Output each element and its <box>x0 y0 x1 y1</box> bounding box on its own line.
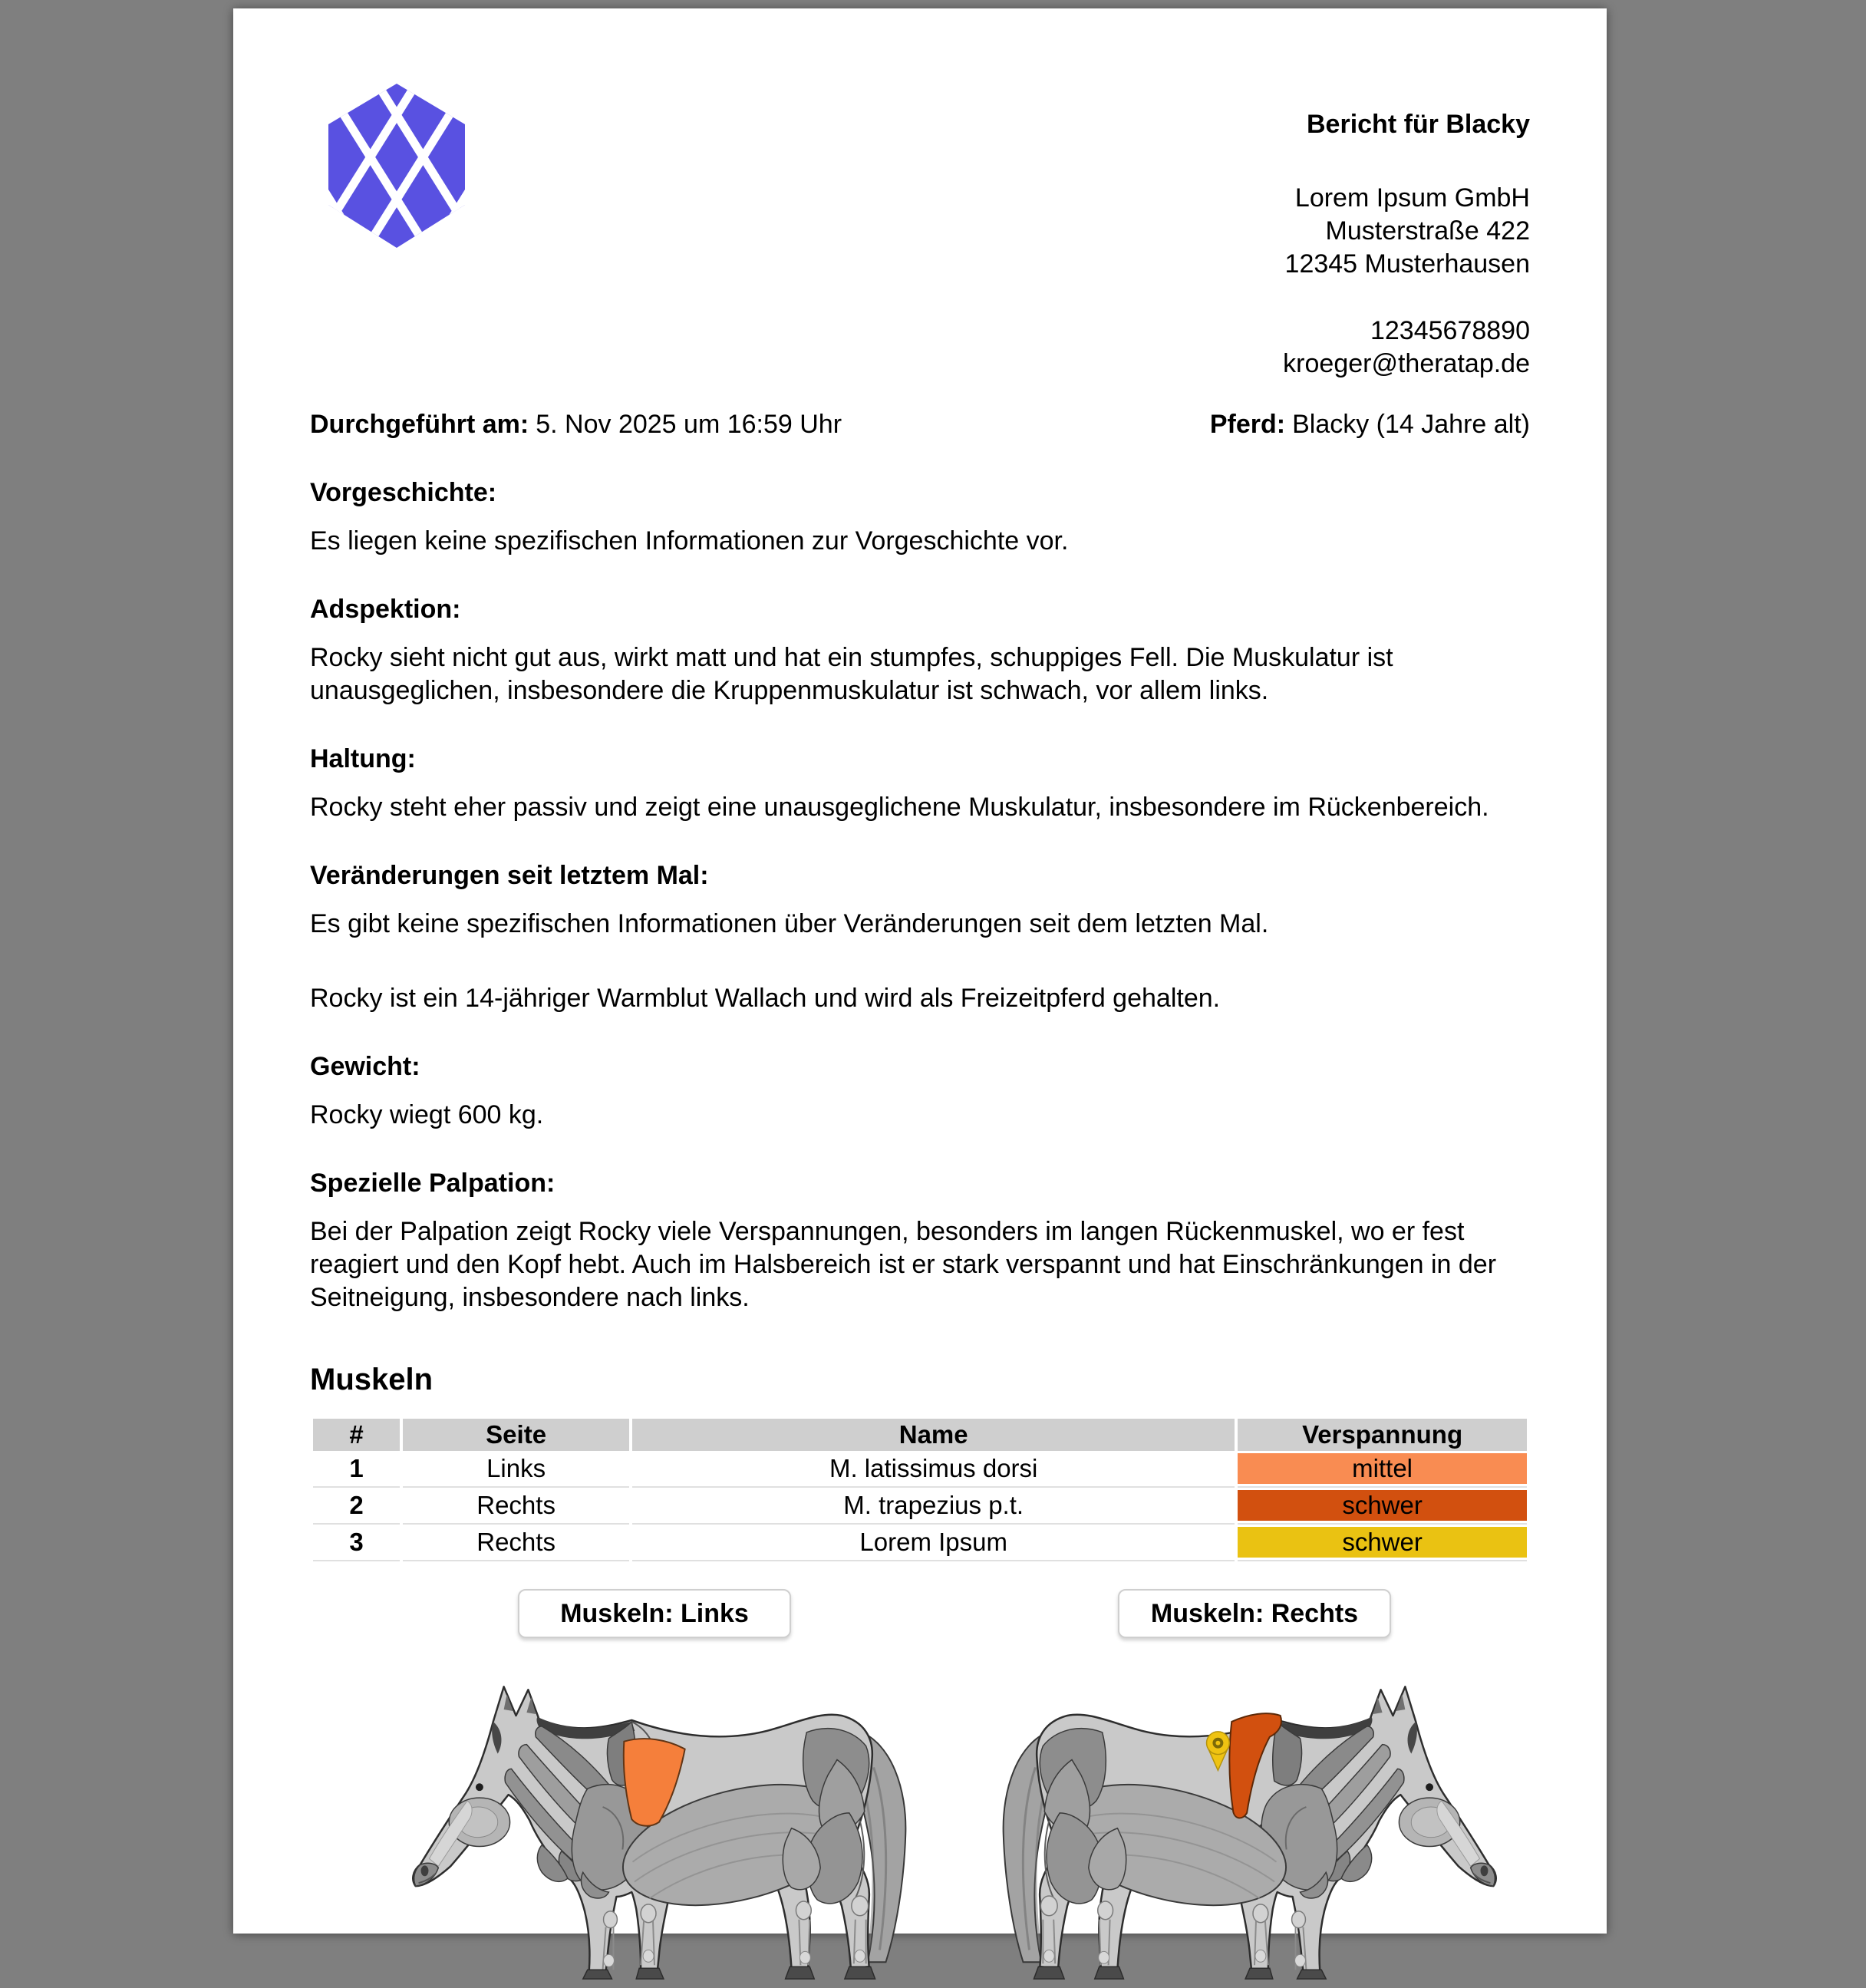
diagram-right <box>981 1589 1528 1982</box>
muscles-heading: Muskeln <box>310 1363 434 1396</box>
row-muscle-name: Lorem Ipsum <box>632 1525 1235 1561</box>
section-vorgeschichte <box>310 476 1530 558</box>
row-seite: Rechts <box>403 1488 629 1525</box>
section-gewicht <box>310 1050 1530 1132</box>
section-heading: Haltung: <box>310 744 416 773</box>
section-paragraph: Es liegen keine spezifischen Informationen zur Vorgeschichte vor. <box>310 526 1069 556</box>
horse-diagram-right <box>981 1629 1528 1982</box>
row-seite: Links <box>403 1451 629 1488</box>
tension-badge: schwer <box>1238 1527 1527 1558</box>
performed-at-value: 5. Nov 2025 um 16:59 Uhr <box>536 410 842 439</box>
performed-at-label: Durchgeführt am: <box>310 410 529 439</box>
report-page <box>233 8 1607 1934</box>
report-content <box>233 8 1607 1988</box>
section-paragraph: Rocky wiegt 600 kg. <box>310 1100 544 1129</box>
company-phone: 12345678890 <box>1370 316 1530 345</box>
row-number: 3 <box>313 1525 400 1561</box>
table-row <box>313 1451 1527 1488</box>
table-row <box>313 1525 1527 1561</box>
report-title: Bericht für Blacky <box>1307 110 1530 139</box>
muscle-table <box>310 1419 1530 1561</box>
letterhead <box>310 8 1530 396</box>
diagram-label-right: Muskeln: Rechts <box>1118 1589 1391 1638</box>
section-veraenderungen <box>310 859 1530 1015</box>
row-number: 2 <box>313 1488 400 1525</box>
section-paragraph: Rocky steht eher passiv und zeigt eine unausgeglichene Muskulatur, insbesondere im Rückenbereich. <box>310 793 1489 822</box>
tension-badge: schwer <box>1238 1490 1527 1521</box>
section-paragraph: Rocky sieht nicht gut aus, wirkt matt und hat ein stumpfes, schuppiges Fell. Die Muskulatur ist unausgeglichen, insbesondere die Kruppenmuskulatur ist schwach, vor allem links. <box>310 643 1393 705</box>
letterhead-text-block <box>1283 110 1530 381</box>
meta-row <box>310 408 1530 441</box>
horse-diagram-left <box>381 1629 928 1982</box>
section-heading: Veränderungen seit letztem Mal: <box>310 861 709 890</box>
muscle-table-header-row <box>313 1419 1527 1451</box>
company-logo-icon <box>325 82 468 249</box>
company-email: kroeger@theratap.de <box>1283 349 1530 378</box>
row-number: 1 <box>313 1451 400 1488</box>
company-city: 12345 Musterhausen <box>1284 249 1530 279</box>
company-street: Musterstraße 422 <box>1325 216 1530 246</box>
section-heading: Adspektion: <box>310 595 461 624</box>
column-header-seite: Seite <box>403 1419 629 1451</box>
section-heading: Vorgeschichte: <box>310 478 497 507</box>
horse-value: Blacky (14 Jahre alt) <box>1292 410 1530 439</box>
column-header-number: # <box>313 1419 400 1451</box>
column-header-name: Name <box>632 1419 1235 1451</box>
section-heading: Spezielle Palpation: <box>310 1169 556 1198</box>
company-name: Lorem Ipsum GmbH <box>1294 183 1530 213</box>
table-row <box>313 1488 1527 1525</box>
section-paragraph: Es gibt keine spezifischen Informationen über Veränderungen seit dem letzten Mal. <box>310 909 1269 938</box>
row-muscle-name: M. trapezius p.t. <box>632 1488 1235 1525</box>
row-seite: Rechts <box>403 1525 629 1561</box>
section-paragraph: Bei der Palpation zeigt Rocky viele Verspannungen, besonders im langen Rückenmuskel, wo er fest reagiert und den Kopf hebt. Auch im Halsbereich ist er stark verspannt und hat Einschränkungen in der Seitneigung, insbesondere nach links. <box>310 1217 1497 1312</box>
section-haltung <box>310 743 1530 824</box>
column-header-verspannung: Verspannung <box>1238 1419 1527 1451</box>
section-spezielle-palpation <box>310 1167 1530 1314</box>
diagram-left <box>381 1589 928 1982</box>
horse-label: Pferd: <box>1209 410 1286 439</box>
section-paragraph: Rocky ist ein 14-jähriger Warmblut Wallach und wird als Freizeitpferd gehalten. <box>310 984 1221 1013</box>
muscle-diagrams <box>310 1589 1530 1988</box>
tension-badge: mittel <box>1238 1453 1527 1484</box>
section-adspektion <box>310 593 1530 707</box>
performed-at <box>310 408 842 441</box>
horse-info <box>1210 408 1530 441</box>
row-muscle-name: M. latissimus dorsi <box>632 1451 1235 1488</box>
diagram-label-left: Muskeln: Links <box>518 1589 791 1638</box>
section-heading: Gewicht: <box>310 1052 420 1081</box>
